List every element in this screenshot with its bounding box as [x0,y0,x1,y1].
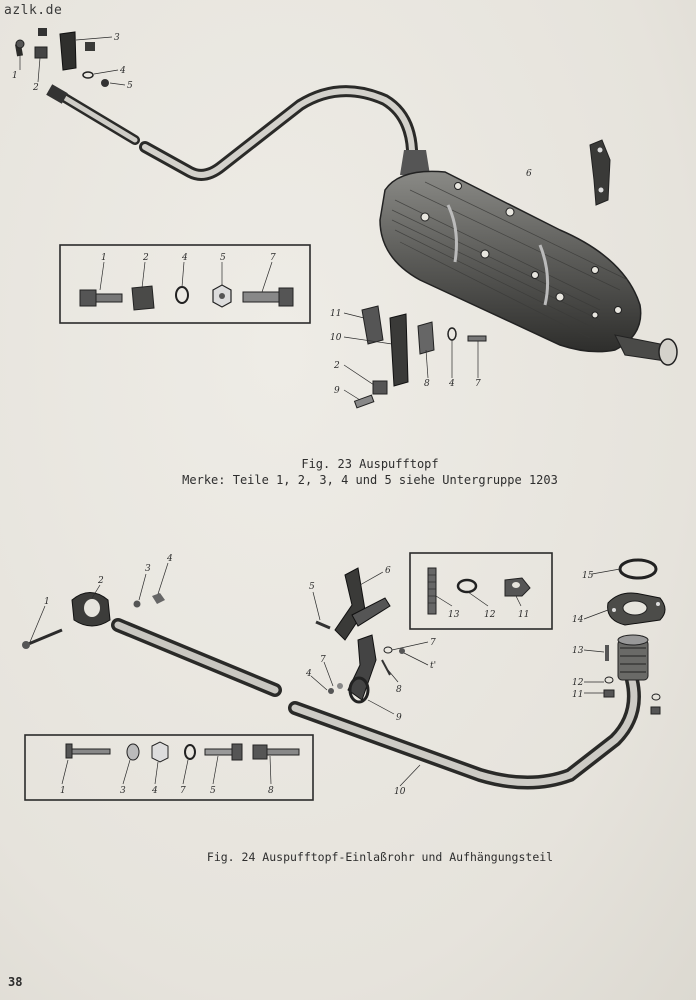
fig23-exhaust-pipe [46,84,430,175]
callout: 15 [582,571,594,581]
callout: 3 [145,564,151,574]
callout: 5 [127,81,133,91]
fig24-inset-right-parts [428,568,530,614]
callout: 12 [484,610,496,620]
callout: 7 [270,253,276,263]
callout: 14 [572,615,584,625]
callout: 7 [430,638,436,648]
callout: t' [430,661,437,671]
callout: 11 [572,690,584,700]
callout: 8 [396,685,402,695]
callout: 10 [394,787,406,797]
callout: 13 [572,646,584,656]
fig23-hanger-bracket [590,140,610,205]
fig24-inset-bottom-parts [66,742,299,762]
fig24-caption: Fig. 24 Auspufftopf-Einlaßrohr und Aufhängungsteil [206,850,554,864]
callout: 7 [475,379,481,389]
fig24-pipes [118,625,648,783]
callout: 2 [98,576,104,586]
fig23-caption [120,456,620,488]
fig23-bracket-assembly [355,306,486,408]
fig23-bracket-leaders [344,313,478,400]
fig23-inset-parts [80,285,293,310]
callout: 4 [152,786,158,796]
fig23-note: Merke: Teile 1, 2, 3, 4 und 5 siehe Untergruppe 1203 [182,473,558,487]
watermark: azlk.de [4,3,63,18]
callout: 13 [448,610,460,620]
callout: 8 [424,379,430,389]
callout: 1 [101,253,107,263]
callout: 6 [526,169,532,179]
callout: 8 [268,786,274,796]
callout: 1 [44,597,50,607]
callout: 7 [320,655,326,665]
callout: 2 [33,83,39,93]
callout: 3 [114,33,120,43]
callout: 12 [572,678,584,688]
callout: 5 [220,253,226,263]
callout: 4 [167,554,173,564]
callout: 7 [180,786,186,796]
fig24-leaders [30,563,620,786]
callout: 5 [309,582,315,592]
callout-labels [12,33,594,797]
page-number: 38 [8,975,23,989]
fig23-title: Fig. 23 Auspufftopf [301,457,439,471]
callout: 4 [182,253,188,263]
callout: 5 [210,786,216,796]
callout: 9 [334,386,340,396]
callout: 11 [330,309,342,319]
callout: 6 [385,566,391,576]
callout: 11 [518,610,530,620]
callout: 1 [60,786,66,796]
fig24-hanger-bracket [316,568,405,702]
fig23-inset-leaders [100,262,272,292]
callout: 1 [12,71,18,81]
callout: 2 [334,361,340,371]
callout: 3 [120,786,126,796]
fig23-top-hardware [15,28,109,87]
callout: 9 [396,713,402,723]
callout: 4 [120,66,126,76]
callout: 10 [330,333,342,343]
callout: 2 [143,253,149,263]
callout: 4 [306,669,312,679]
callout: 4 [449,379,455,389]
